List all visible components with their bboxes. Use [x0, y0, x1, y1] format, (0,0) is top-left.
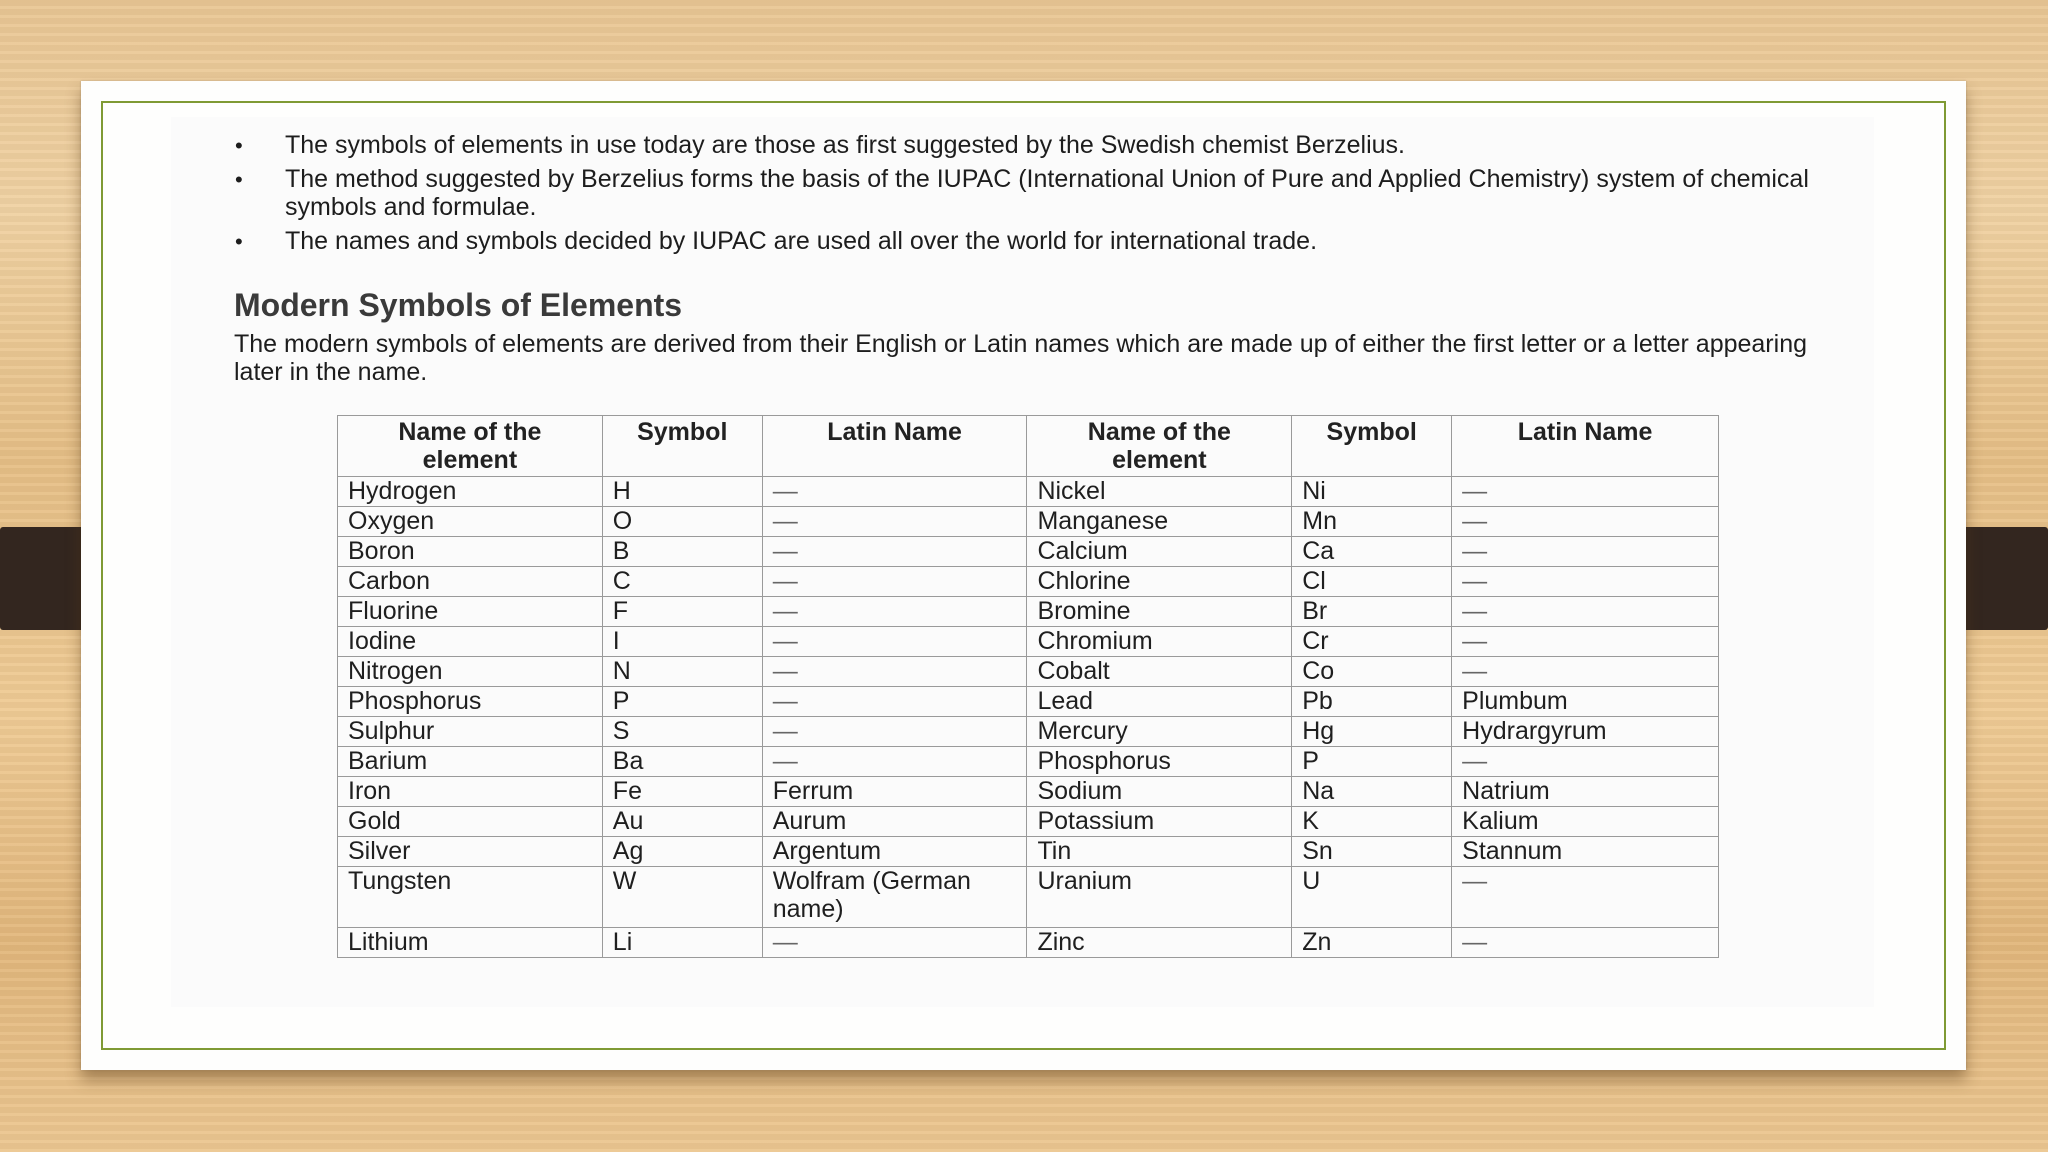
table-row: [338, 477, 1719, 507]
table-cell: W: [602, 867, 762, 928]
bullet-text: The names and symbols decided by IUPAC are used all over the world for international trade.: [285, 227, 1318, 255]
table-cell: —: [762, 567, 1027, 597]
table-cell: Fe: [602, 777, 762, 807]
table-cell: Br: [1292, 597, 1452, 627]
table-cell: Na: [1292, 777, 1452, 807]
table-cell: S: [602, 717, 762, 747]
bullet-item: [171, 131, 1851, 159]
table-cell: Calcium: [1027, 537, 1292, 567]
table-row: [338, 807, 1719, 837]
table-cell: P: [602, 687, 762, 717]
table-cell: Wolfram (German name): [762, 867, 1027, 928]
table-cell: Argentum: [762, 837, 1027, 867]
table-cell: O: [602, 507, 762, 537]
table-row: [338, 777, 1719, 807]
table-cell: Iodine: [338, 627, 603, 657]
bullet-text: The method suggested by Berzelius forms the basis of the IUPAC (International Union of Pure and Applied Chemistry) system of chemical symbols and formulae.: [285, 165, 1809, 221]
table-cell: Iron: [338, 777, 603, 807]
table-cell: —: [762, 717, 1027, 747]
table-cell: Sodium: [1027, 777, 1292, 807]
section-description: The modern symbols of elements are derived from their English or Latin names which are made up of either the first letter or a letter appearing later in the name.: [234, 330, 1807, 386]
table-cell: Au: [602, 807, 762, 837]
table-cell: Chromium: [1027, 627, 1292, 657]
table-cell: Sulphur: [338, 717, 603, 747]
table-row: [338, 867, 1719, 928]
table-cell: Hydrargyrum: [1452, 717, 1719, 747]
table-body: [338, 477, 1719, 958]
bullet-text: The symbols of elements in use today are those as first suggested by the Swedish chemist Berzelius.: [285, 131, 1405, 159]
table-cell: B: [602, 537, 762, 567]
table-cell: Zinc: [1027, 928, 1292, 958]
table-cell: Oxygen: [338, 507, 603, 537]
table-cell: Lithium: [338, 928, 603, 958]
bullet-dot-icon: •: [235, 133, 243, 158]
table-cell: Tungsten: [338, 867, 603, 928]
column-header: Latin Name: [762, 416, 1027, 477]
table-cell: Ag: [602, 837, 762, 867]
table-row: [338, 717, 1719, 747]
table-cell: Ferrum: [762, 777, 1027, 807]
table-cell: —: [1452, 928, 1719, 958]
table-cell: Carbon: [338, 567, 603, 597]
table-cell: Mercury: [1027, 717, 1292, 747]
table-cell: —: [1452, 657, 1719, 687]
table-cell: Plumbum: [1452, 687, 1719, 717]
table-cell: —: [762, 928, 1027, 958]
table-row: [338, 567, 1719, 597]
table-cell: Cobalt: [1027, 657, 1292, 687]
table-row: [338, 747, 1719, 777]
table-cell: —: [1452, 477, 1719, 507]
bullet-item: [171, 165, 1851, 221]
table-cell: —: [1452, 507, 1719, 537]
table-cell: Kalium: [1452, 807, 1719, 837]
table-cell: —: [1452, 747, 1719, 777]
table-cell: Potassium: [1027, 807, 1292, 837]
table-cell: N: [602, 657, 762, 687]
table-cell: Ni: [1292, 477, 1452, 507]
table-cell: Zn: [1292, 928, 1452, 958]
table-cell: —: [762, 597, 1027, 627]
table-cell: Tin: [1027, 837, 1292, 867]
table-cell: Chlorine: [1027, 567, 1292, 597]
table-cell: P: [1292, 747, 1452, 777]
table-cell: C: [602, 567, 762, 597]
table-cell: Nickel: [1027, 477, 1292, 507]
table-cell: —: [762, 687, 1027, 717]
table-cell: Phosphorus: [338, 687, 603, 717]
table-cell: Gold: [338, 807, 603, 837]
table-cell: Co: [1292, 657, 1452, 687]
table-cell: Natrium: [1452, 777, 1719, 807]
table-row: [338, 507, 1719, 537]
table-row: [338, 837, 1719, 867]
table-cell: Nitrogen: [338, 657, 603, 687]
table-cell: Fluorine: [338, 597, 603, 627]
table-header-row: [338, 416, 1719, 477]
table-cell: Hydrogen: [338, 477, 603, 507]
table-cell: Li: [602, 928, 762, 958]
bullet-dot-icon: •: [235, 229, 243, 254]
table-cell: Cr: [1292, 627, 1452, 657]
table-cell: Ca: [1292, 537, 1452, 567]
table-cell: —: [762, 657, 1027, 687]
table-cell: Stannum: [1452, 837, 1719, 867]
table-cell: Manganese: [1027, 507, 1292, 537]
table-cell: K: [1292, 807, 1452, 837]
table-cell: Cl: [1292, 567, 1452, 597]
column-header: Latin Name: [1452, 416, 1719, 477]
bullet-item: [171, 227, 1851, 255]
table-cell: —: [1452, 867, 1719, 928]
slide-content: [171, 117, 1874, 1007]
table-cell: —: [762, 507, 1027, 537]
table-cell: Ba: [602, 747, 762, 777]
table-cell: H: [602, 477, 762, 507]
slide: [81, 81, 1966, 1070]
table-row: [338, 928, 1719, 958]
table-cell: U: [1292, 867, 1452, 928]
table-cell: Uranium: [1027, 867, 1292, 928]
column-header: Symbol: [602, 416, 762, 477]
table-cell: Bromine: [1027, 597, 1292, 627]
table-cell: —: [762, 477, 1027, 507]
table-cell: Aurum: [762, 807, 1027, 837]
column-header: Name of the element: [1027, 416, 1292, 477]
column-header: Symbol: [1292, 416, 1452, 477]
table-row: [338, 687, 1719, 717]
table-row: [338, 627, 1719, 657]
table-cell: —: [1452, 567, 1719, 597]
table-row: [338, 657, 1719, 687]
table-cell: Lead: [1027, 687, 1292, 717]
table-cell: Silver: [338, 837, 603, 867]
table-cell: Hg: [1292, 717, 1452, 747]
table-cell: I: [602, 627, 762, 657]
table-cell: Boron: [338, 537, 603, 567]
table-cell: —: [762, 537, 1027, 567]
table-cell: —: [1452, 627, 1719, 657]
bullet-list: [171, 131, 1851, 261]
table-cell: Phosphorus: [1027, 747, 1292, 777]
table-cell: Sn: [1292, 837, 1452, 867]
table-cell: —: [1452, 597, 1719, 627]
table-cell: —: [762, 747, 1027, 777]
column-header: Name of the element: [338, 416, 603, 477]
table-row: [338, 597, 1719, 627]
section-title: Modern Symbols of Elements: [234, 287, 683, 323]
bullet-dot-icon: •: [235, 167, 243, 192]
table-cell: —: [1452, 537, 1719, 567]
table-cell: —: [762, 627, 1027, 657]
elements-table: [337, 415, 1719, 958]
table-cell: Barium: [338, 747, 603, 777]
table-cell: Pb: [1292, 687, 1452, 717]
table-row: [338, 537, 1719, 567]
table-cell: Mn: [1292, 507, 1452, 537]
table-cell: F: [602, 597, 762, 627]
